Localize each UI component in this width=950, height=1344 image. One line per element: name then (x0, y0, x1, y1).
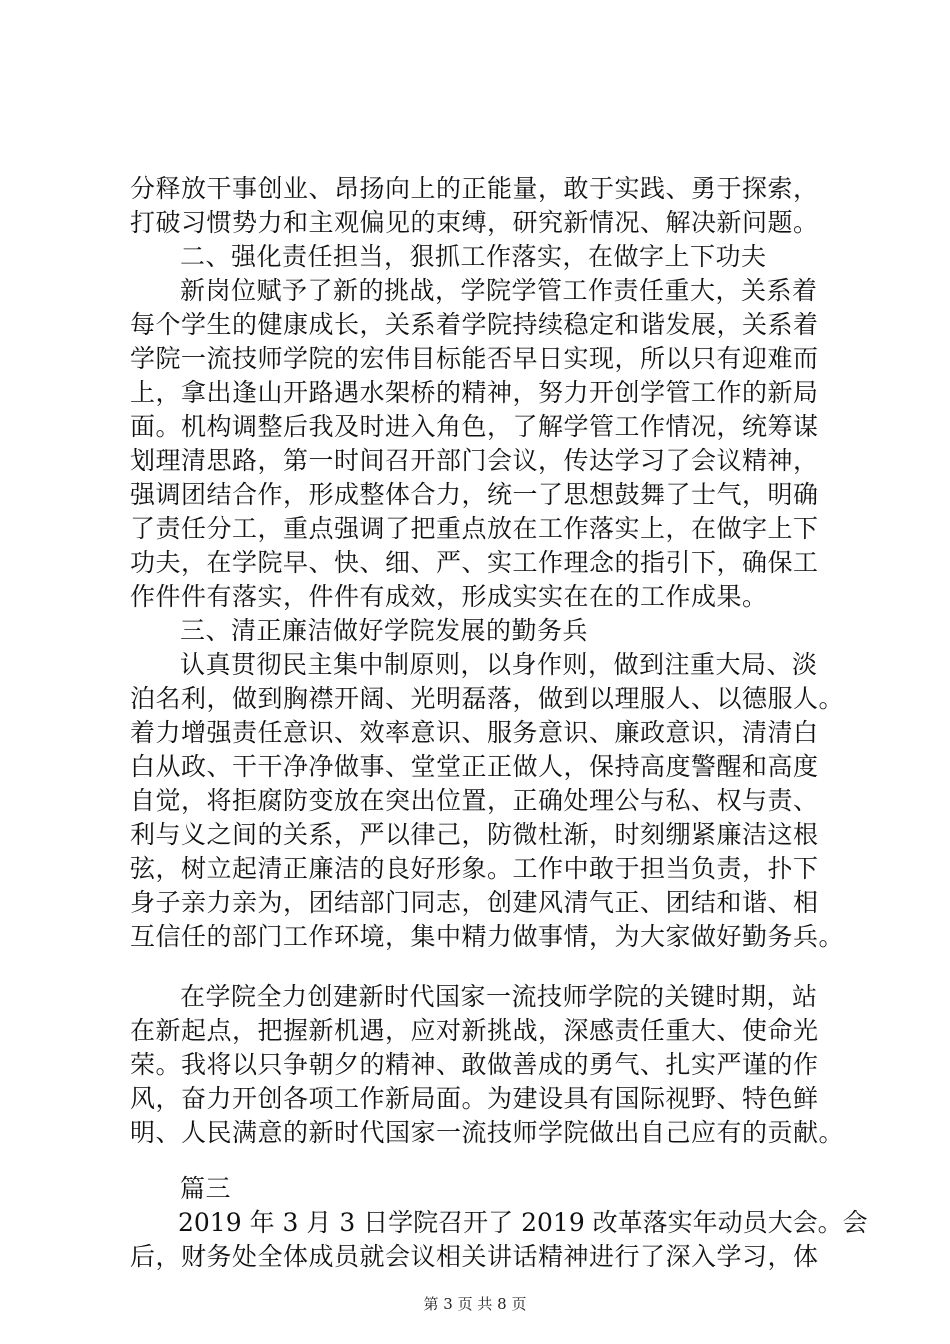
body-line: 在学院全力创建新时代国家一流技师学院的关键时期，站 (180, 982, 818, 1011)
body-line: 划理清思路，第一时间召开部门会议，传达学习了会议精神， (130, 446, 819, 475)
body-line: 在新起点，把握新机遇，应对新挑战，深感责任重大、使命光 (130, 1016, 819, 1045)
body-line: 作件件有落实，件件有成效，形成实实在在的工作成果。 (130, 582, 768, 611)
body-line: 身子亲力亲为，团结部门同志，创建风清气正、团结和谐、相 (130, 888, 819, 917)
body-line: 后，财务处全体成员就会议相关讲话精神进行了深入学习，体 (130, 1242, 819, 1271)
body-line: 强调团结合作，形成整体合力，统一了思想鼓舞了士气，明确 (130, 480, 819, 509)
body-line: 自觉，将拒腐防变放在突出位置，正确处理公与私、权与责、 (130, 786, 819, 815)
body-line: 认真贯彻民主集中制原则，以身作则，做到注重大局、淡 (180, 650, 818, 679)
body-line: 互信任的部门工作环境，集中精力做事情，为大家做好勤务兵。 (130, 922, 845, 951)
section-heading: 三、清正廉洁做好学院发展的勤务兵 (180, 616, 589, 645)
body-line: 荣。我将以只争朝夕的精神、敢做善成的勇气、扎实严谨的作 (130, 1050, 819, 1079)
body-line: 每个学生的健康成长，关系着学院持续稳定和谐发展，关系着 (130, 310, 819, 339)
body-line: 分释放干事创业、昂扬向上的正能量，敢于实践、勇于探索， (130, 174, 819, 203)
body-line: 新岗位赋予了新的挑战，学院学管工作责任重大，关系着 (180, 276, 818, 305)
body-line: 泊名利，做到胸襟开阔、光明磊落，做到以理服人、以德服人。 (130, 684, 845, 713)
body-line: 风，奋力开创各项工作新局面。为建设具有国际视野、特色鲜 (130, 1084, 819, 1113)
section-title: 篇三 (180, 1174, 232, 1203)
body-line: 弦，树立起清正廉洁的良好形象。工作中敢于担当负责，扑下 (130, 854, 819, 883)
body-line: 白从政、干干净净做事、堂堂正正做人，保持高度警醒和高度 (130, 752, 819, 781)
body-line: 利与义之间的关系，严以律己，防微杜渐，时刻绷紧廉洁这根 (130, 820, 819, 849)
page-footer: 第 3 页 共 8 页 (423, 1295, 527, 1313)
body-line: 2019 年 3 月 3 日学院召开了 2019 改革落实年动员大会。会 (178, 1208, 868, 1237)
body-line: 着力增强责任意识、效率意识、服务意识、廉政意识，清清白 (130, 718, 819, 747)
body-line: 打破习惯势力和主观偏见的束缚，研究新情况、解决新问题。 (130, 208, 819, 237)
body-line: 了责任分工，重点强调了把重点放在工作落实上，在做字上下 (130, 514, 819, 543)
body-line: 上，拿出逢山开路遇水架桥的精神，努力开创学管工作的新局 (130, 378, 819, 407)
body-line: 功夫，在学院早、快、细、严、实工作理念的指引下，确保工 (130, 548, 819, 577)
section-heading: 二、强化责任担当，狠抓工作落实，在做字上下功夫 (180, 242, 767, 271)
body-line: 面。机构调整后我及时进入角色，了解学管工作情况，统筹谋 (130, 412, 819, 441)
body-line: 明、人民满意的新时代国家一流技师学院做出自己应有的贡献。 (130, 1118, 845, 1147)
body-line: 学院一流技师学院的宏伟目标能否早日实现，所以只有迎难而 (130, 344, 819, 373)
